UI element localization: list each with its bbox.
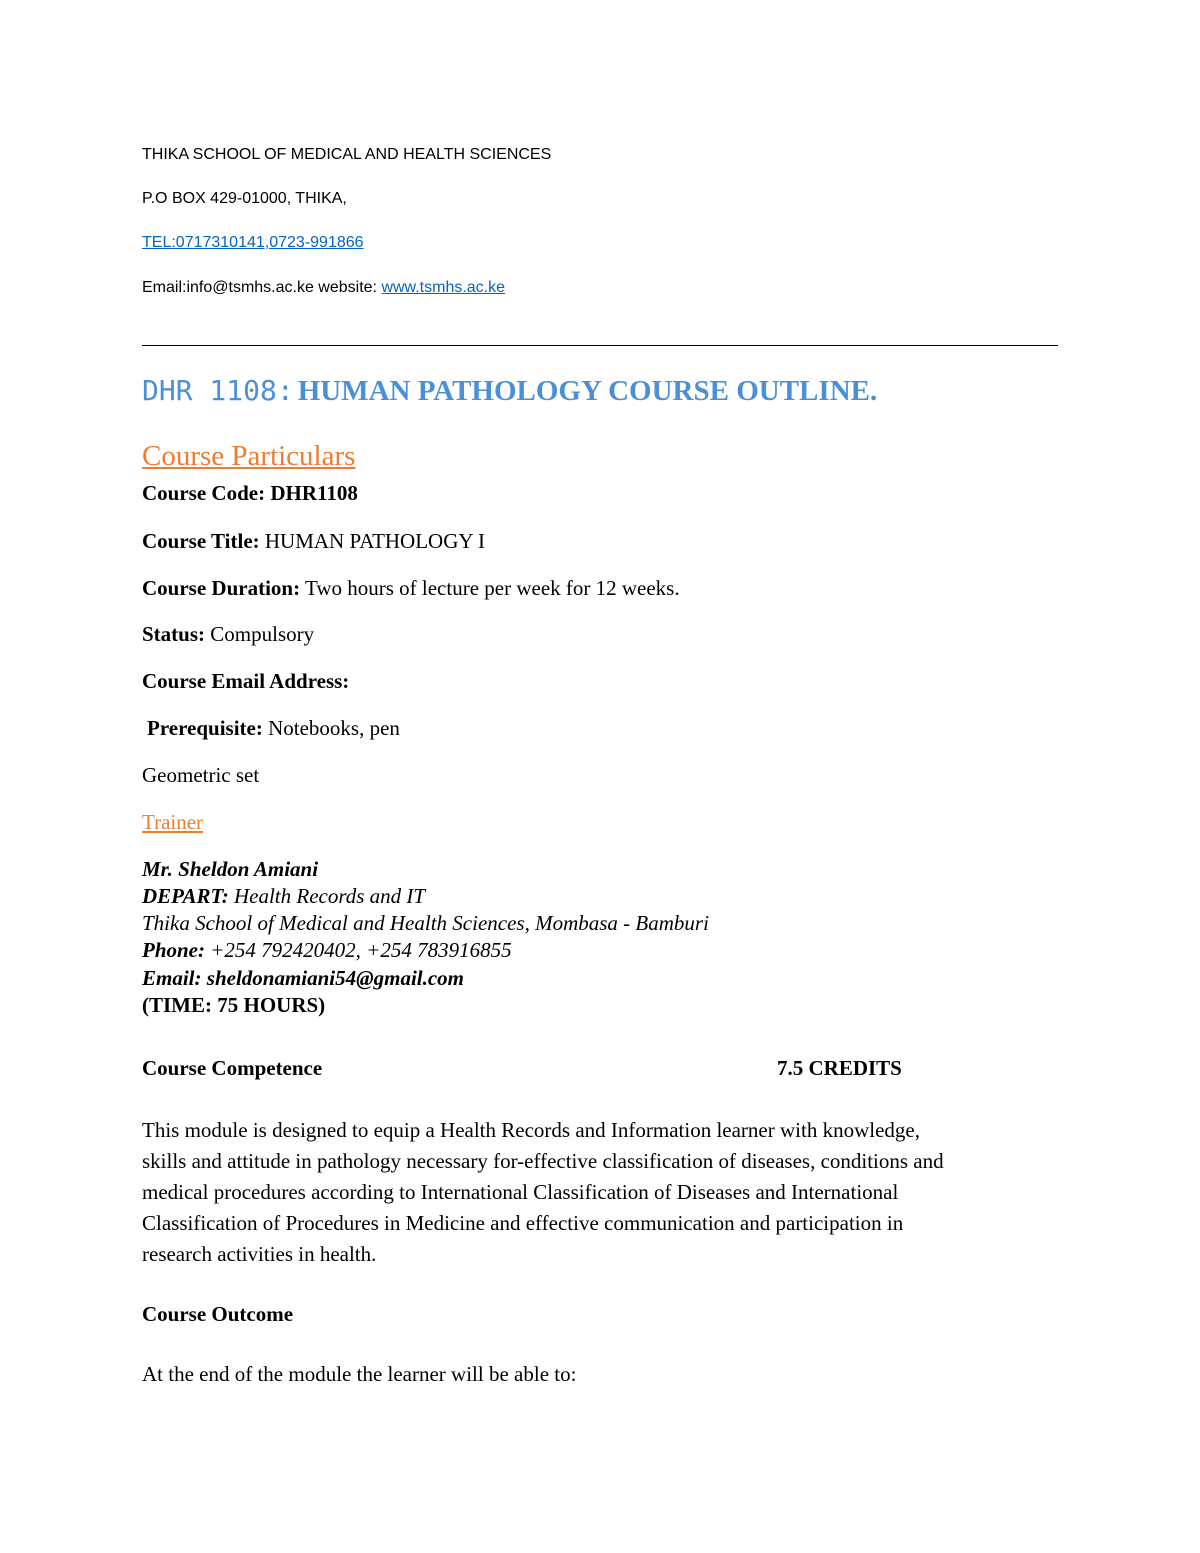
- prerequisite-label: Prerequisite:: [147, 716, 263, 740]
- trainer-name: [142, 857, 318, 882]
- course-particulars-heading: Course Particulars: [142, 440, 356, 472]
- competence-line: medical procedures according to International Classification of Diseases and International: [142, 1180, 899, 1204]
- school-name: THIKA SCHOOL OF MEDICAL AND HEALTH SCIENCES: [142, 146, 552, 163]
- trainer-institution: Thika School of Medical and Health Sciences, Mombasa - Bamburi: [142, 911, 709, 935]
- competence-paragraph: [142, 1115, 1052, 1270]
- trainer-phone-label: Phone:: [142, 938, 205, 962]
- competence-line: Classification of Procedures in Medicine and effective communication and participation in: [142, 1211, 904, 1235]
- trainer-name-text: Mr. Sheldon Amiani: [142, 857, 319, 881]
- trainer-depart-line: [142, 884, 425, 909]
- school-contact-line: [142, 279, 505, 297]
- trainer-phone-line: [142, 938, 512, 963]
- course-title-label: Course Title:: [142, 529, 260, 553]
- course-time: [142, 993, 325, 1018]
- course-status-line: [142, 622, 314, 647]
- school-tel-link[interactable]: TEL:0717310141,0723-991866: [142, 234, 364, 251]
- outcome-heading-text: Course Outcome: [142, 1302, 294, 1326]
- prerequisite-line: [147, 716, 400, 741]
- trainer-depart-label: DEPART:: [142, 884, 229, 908]
- prerequisite-extra: Geometric set: [142, 763, 260, 787]
- course-code-label: Course Code:: [142, 481, 266, 505]
- course-email-line: [142, 669, 349, 694]
- course-duration-value: Two hours of lecture per week for 12 weeks.: [304, 576, 680, 600]
- course-duration-line: [142, 576, 680, 601]
- trainer-heading: Trainer: [142, 810, 204, 834]
- course-email-label: Course Email Address:: [142, 669, 350, 693]
- course-code-line: [142, 481, 358, 506]
- course-time-text: (TIME: 75 HOURS): [142, 993, 326, 1017]
- course-status-value: Compulsory: [210, 622, 315, 646]
- competence-credits-text: 7.5 CREDITS: [777, 1056, 902, 1080]
- course-outline-title: [142, 374, 877, 408]
- trainer-email-value: sheldonamiani54@gmail.com: [206, 966, 465, 990]
- trainer-email-label: Email:: [142, 966, 202, 990]
- competence-heading-text: Course Competence: [142, 1056, 323, 1080]
- trainer-email-line: [142, 966, 464, 991]
- school-email-text: Email:info@tsmhs.ac.ke website:: [142, 279, 382, 296]
- competence-credits: [777, 1056, 902, 1081]
- course-status-label: Status:: [142, 622, 206, 646]
- competence-heading: [142, 1056, 322, 1081]
- outcome-heading: [142, 1302, 293, 1327]
- trainer-depart-value: Health Records and IT: [233, 884, 426, 908]
- school-website-link[interactable]: www.tsmhs.ac.ke: [381, 279, 506, 296]
- school-address: P.O BOX 429-01000, THIKA,: [142, 190, 347, 207]
- course-title-value: HUMAN PATHOLOGY I: [264, 529, 486, 553]
- course-title-code: DHR 1108:: [142, 374, 294, 407]
- header-divider: [142, 345, 1058, 346]
- competence-line: This module is designed to equip a Health Records and Information learner with knowledge,: [142, 1118, 920, 1142]
- course-duration-label: Course Duration:: [142, 576, 301, 600]
- outcome-intro: At the end of the module the learner will be able to:: [142, 1362, 577, 1386]
- competence-line: skills and attitude in pathology necessary for-effective classification of diseases, conditions and: [142, 1149, 944, 1173]
- course-title-name: HUMAN PATHOLOGY COURSE OUTLINE.: [297, 375, 878, 407]
- competence-line: research activities in health.: [142, 1242, 377, 1266]
- course-code-value: DHR1108: [270, 481, 358, 505]
- course-title-line: [142, 529, 485, 554]
- prerequisite-value: Notebooks, pen: [268, 716, 400, 740]
- trainer-phone-value: +254 792420402, +254 783916855: [210, 938, 512, 962]
